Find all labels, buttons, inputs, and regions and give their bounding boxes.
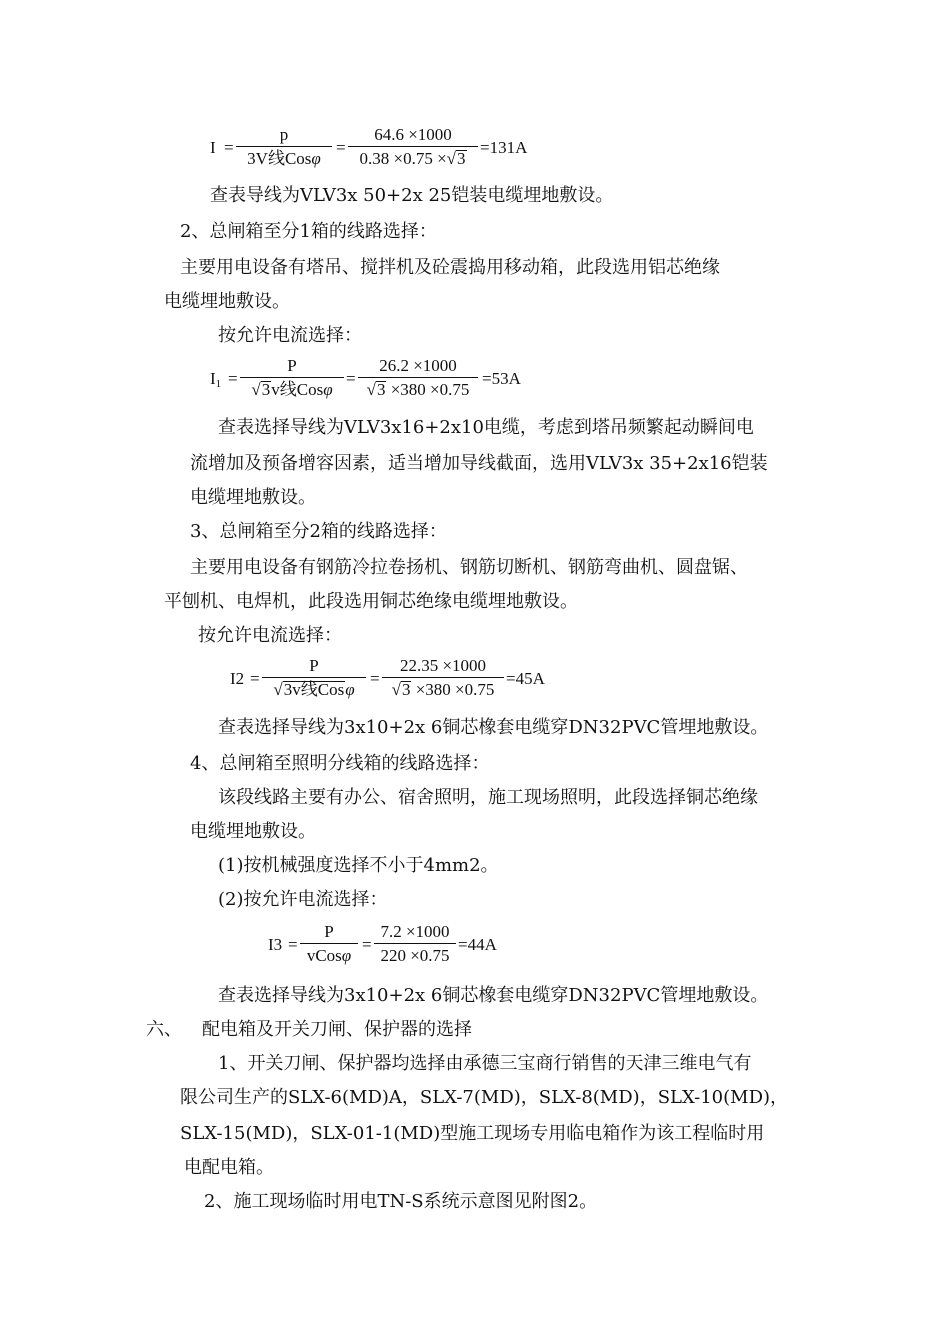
formula-3-result: =45A xyxy=(506,669,545,688)
sqrt-radicand: 3 xyxy=(401,680,411,699)
text-line: 1、开关刀闸、保护器均选择由承德三宝商行销售的天津三维电气有 xyxy=(218,1053,752,1074)
phi-symbol: φ xyxy=(341,946,352,965)
formula-1-lhs: I xyxy=(210,138,216,157)
text-line: 电配电箱。 xyxy=(184,1157,274,1178)
formula-3-denominator-1: 3v线Cos xyxy=(283,680,345,699)
formula-3-eq: = xyxy=(250,669,260,688)
sqrt-radicand: 3 xyxy=(376,380,386,399)
formula-1-numerator-1: p xyxy=(279,125,289,144)
formula-4-result: =44A xyxy=(458,935,497,954)
formula-4-eq-2: = xyxy=(362,935,372,954)
formula-3-denominator-2: ×380 ×0.75 xyxy=(411,680,495,699)
formula-4-fraction-1 xyxy=(300,922,358,966)
text-line: 电缆埋地敷设。 xyxy=(190,487,316,508)
sqrt-radicand: 3 xyxy=(261,380,271,399)
section-heading: 3、总闸箱至分2箱的线路选择： xyxy=(190,521,447,542)
chapter-heading: 配电箱及开关刀闸、保护器的选择 xyxy=(202,1019,472,1040)
formula-3 xyxy=(230,656,570,706)
text-line: 流增加及预备增容因素，适当增加导线截面，选用VLV3x 35+2x16铠装 xyxy=(190,453,768,474)
text-line: 主要用电设备有钢筋冷拉卷扬机、钢筋切断机、钢筋弯曲机、圆盘锯、 xyxy=(190,557,748,578)
phi-symbol: φ xyxy=(323,380,333,399)
formula-3-lhs: I2 xyxy=(230,669,245,688)
chapter-number: 六、 xyxy=(146,1019,182,1040)
formula-1-eq: = xyxy=(224,138,234,157)
text-line: 查表选择导线为3x10+2x 6铜芯橡套电缆穿DN32PVC管埋地敷设。 xyxy=(218,717,769,738)
formula-2-lhs: I xyxy=(210,369,216,388)
text-line: 按允许电流选择： xyxy=(198,625,342,646)
formula-4-numerator-2: 7.2 ×1000 xyxy=(380,922,450,941)
formula-4-denominator-1: vCos xyxy=(306,946,342,965)
text-line: 按允许电流选择： xyxy=(218,325,362,346)
phi-symbol: φ xyxy=(345,680,355,699)
formula-2 xyxy=(210,356,550,406)
text-line: 查表选择导线为3x10+2x 6铜芯橡套电缆穿DN32PVC管埋地敷设。 xyxy=(218,985,769,1006)
text-line: 查表导线为VLV3x 50+2x 25铠装电缆埋地敷设。 xyxy=(210,185,614,206)
formula-1-numerator-2: 64.6 ×1000 xyxy=(374,125,452,144)
formula-1-fraction-1 xyxy=(236,125,332,169)
text-line: (2)按允许电流选择： xyxy=(218,889,388,910)
formula-1-fraction-2: 64.6 ×1000 0.38 ×0.75 ×√3 xyxy=(348,125,478,169)
formula-3-numerator-2: 22.35 ×1000 xyxy=(399,656,487,675)
formula-4-eq: = xyxy=(288,935,298,954)
section-heading: 2、总闸箱至分1箱的线路选择： xyxy=(180,221,437,242)
text-line: 限公司生产的SLX-6(MD)A，SLX-7(MD)，SLX-8(MD)，SLX-10(MD)， xyxy=(180,1087,789,1108)
formula-2-numerator-2: 26.2 ×1000 xyxy=(379,356,457,375)
formula-4-numerator-1: P xyxy=(324,922,334,941)
formula-2-denominator-2: ×380 ×0.75 xyxy=(386,380,470,399)
text-line: 电缆埋地敷设。 xyxy=(190,821,316,842)
formula-2-fraction-1: P √3v线Cosφ xyxy=(240,356,344,400)
text-line: 主要用电设备有塔吊、搅拌机及砼震捣用移动箱，此段选用铝芯绝缘 xyxy=(180,257,720,278)
text-line: (1)按机械强度选择不小于4mm2。 xyxy=(218,855,499,876)
formula-1-denominator-2: 0.38 ×0.75 × xyxy=(359,149,447,168)
formula-2-numerator-1: P xyxy=(287,356,297,375)
text-line: 查表选择导线为VLV3x16+2x10电缆，考虑到塔吊频繁起动瞬间电 xyxy=(218,417,754,438)
formula-4-fraction-2 xyxy=(374,922,456,966)
formula-3-fraction-2: 22.35 ×1000 √3 ×380 ×0.75 xyxy=(382,656,504,700)
formula-2-result: =53A xyxy=(482,369,521,388)
formula-3-eq-2: = xyxy=(370,669,380,688)
formula-4-lhs: I3 xyxy=(268,935,283,954)
formula-2-denominator-1: v线Cos xyxy=(271,380,324,399)
formula-3-fraction-1: P √3v线Cosφ xyxy=(262,656,366,700)
formula-1-denominator-1: 3V线Cos xyxy=(247,149,312,168)
text-line: 2、施工现场临时用电TN-S系统示意图见附图2。 xyxy=(204,1191,598,1212)
formula-1-result: =131A xyxy=(480,138,528,157)
text-line: 电缆埋地敷设。 xyxy=(164,291,290,312)
text-line: 该段线路主要有办公、宿舍照明，施工现场照明，此段选择铜芯绝缘 xyxy=(218,787,758,808)
phi-symbol: φ xyxy=(311,149,321,168)
formula-1 xyxy=(210,125,550,175)
formula-3-numerator-1: P xyxy=(309,656,319,675)
text-line: SLX-15(MD)，SLX-01-1(MD)型施工现场专用临电箱作为该工程临时用 xyxy=(180,1123,765,1144)
formula-2-fraction-2: 26.2 ×1000 √3 ×380 ×0.75 xyxy=(358,356,478,400)
formula-2-eq: = xyxy=(228,369,238,388)
formula-2-eq-2: = xyxy=(346,369,356,388)
formula-1-eq-2: = xyxy=(336,138,346,157)
formula-2-subscript: 1 xyxy=(215,378,222,390)
formula-4-denominator-2: 220 ×0.75 xyxy=(380,946,450,965)
section-heading: 4、总闸箱至照明分线箱的线路选择： xyxy=(190,753,490,774)
text-line: 平刨机、电焊机，此段选用铜芯绝缘电缆埋地敷设。 xyxy=(164,591,578,612)
formula-4 xyxy=(268,922,568,972)
sqrt-radicand: 3 xyxy=(457,149,466,168)
